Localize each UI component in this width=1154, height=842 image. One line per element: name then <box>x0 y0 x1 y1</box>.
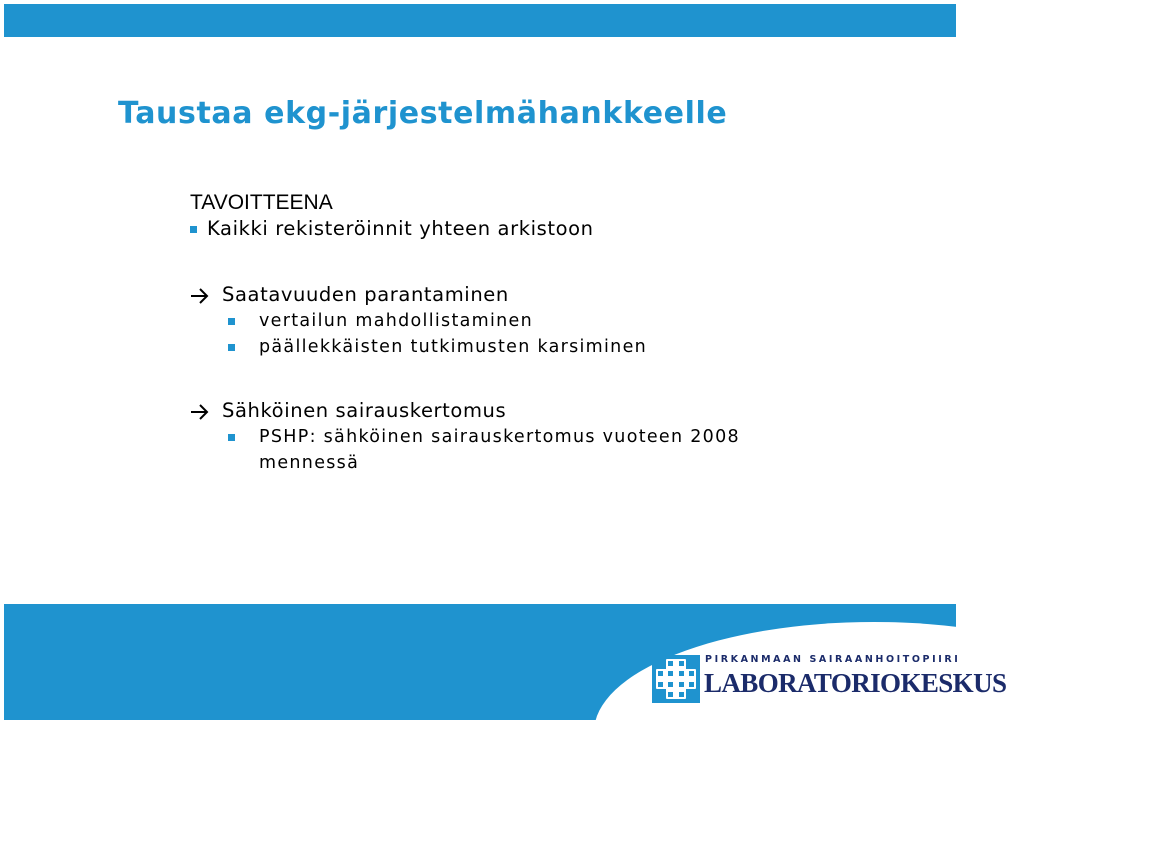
list-item <box>190 334 890 360</box>
cross-grid-logo-icon <box>652 655 700 703</box>
slide-body <box>190 190 890 476</box>
square-bullet-icon <box>190 226 197 233</box>
slide-title: Taustaa ekg-järjestelmähankkeelle <box>118 96 728 131</box>
right-arrow-icon <box>190 287 210 305</box>
goal-heading: TAVOITTEENA <box>190 191 333 214</box>
goal-item-text: Kaikki rekisteröinnit yhteen arkistoon <box>207 217 594 240</box>
square-bullet-icon <box>228 318 235 325</box>
section-label: Saatavuuden parantaminen <box>222 283 509 306</box>
section-availability <box>190 282 890 308</box>
top-accent-bar <box>4 4 956 37</box>
list-item <box>190 308 890 334</box>
logo-name: LABORATORIOKESKUS <box>704 668 1007 698</box>
goal-item <box>190 216 890 242</box>
list-item-text: PSHP: sähköinen sairauskertomus vuoteen 2008 mennessä <box>259 427 740 473</box>
section-label: Sähköinen sairauskertomus <box>222 399 507 422</box>
right-arrow-icon <box>190 403 210 421</box>
list-item <box>190 424 890 476</box>
square-bullet-icon <box>228 434 235 441</box>
logo-organization: PIRKANMAAN SAIRAANHOITOPIIRI <box>705 654 961 665</box>
square-bullet-icon <box>228 344 235 351</box>
list-item-text: päällekkäisten tutkimusten karsiminen <box>259 337 648 357</box>
list-item-text: vertailun mahdollistaminen <box>259 311 533 331</box>
section-electronic-record <box>190 398 890 424</box>
